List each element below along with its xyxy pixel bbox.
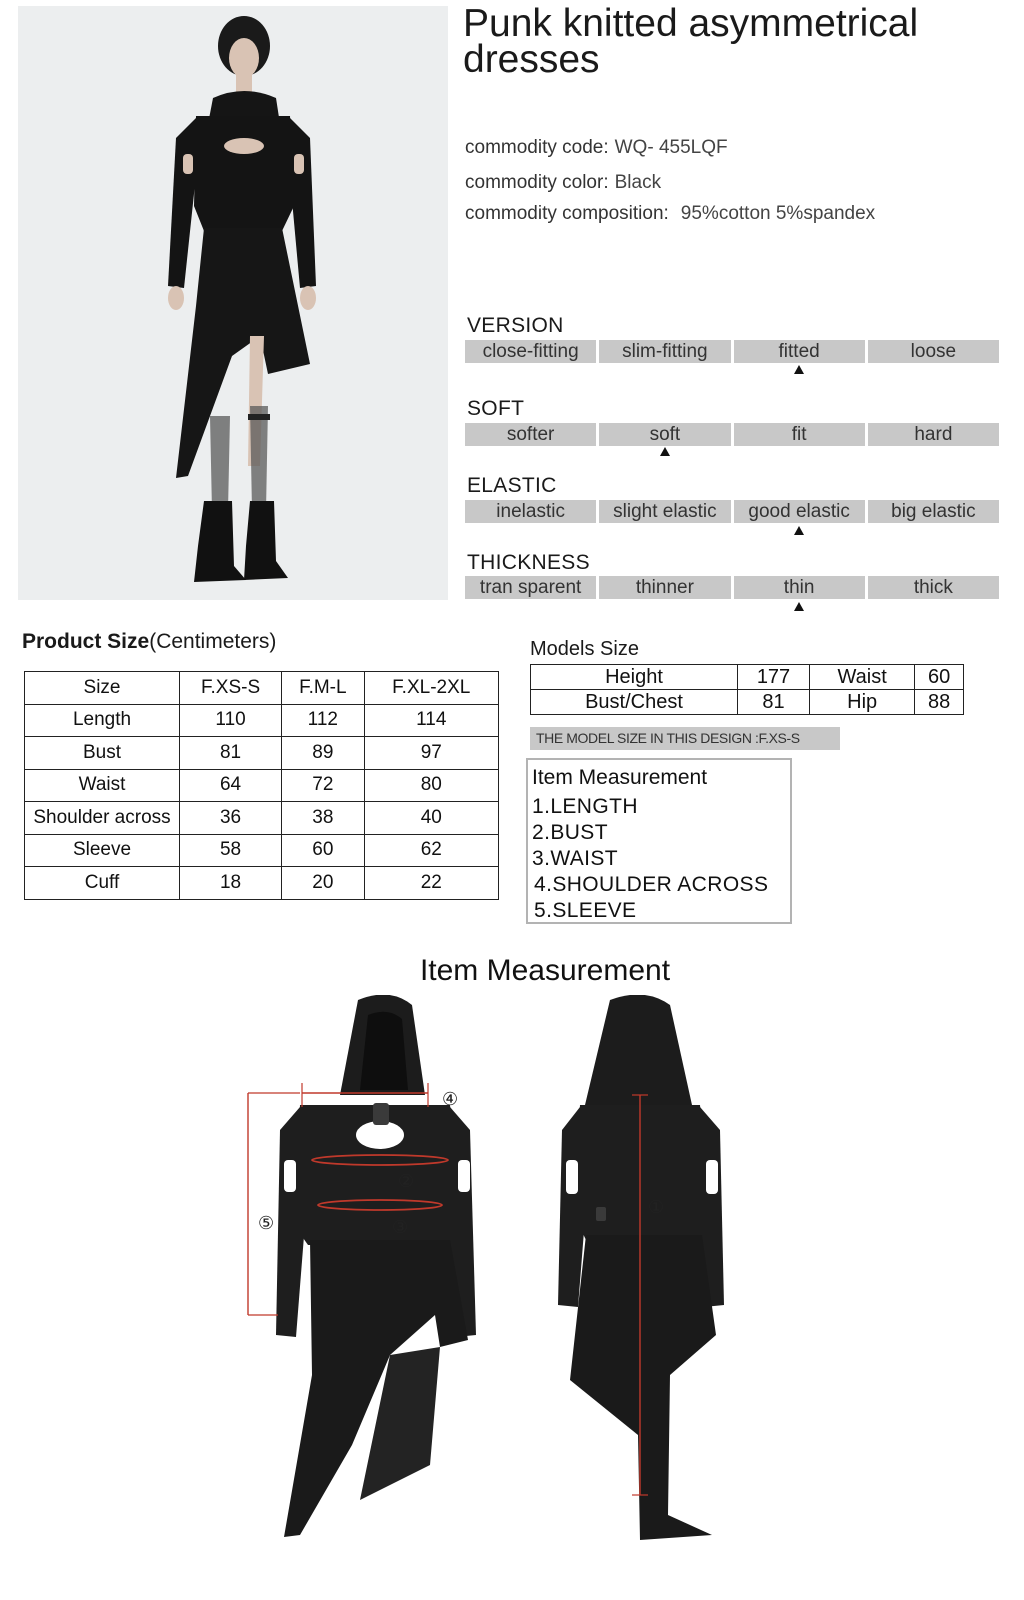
- scale-option: good elastic: [734, 500, 865, 523]
- scale-label-version: VERSION: [467, 314, 564, 337]
- table-cell: 62: [364, 834, 498, 867]
- commodity-color-row: [465, 172, 661, 194]
- table-header-cell: F.XL-2XL: [364, 672, 498, 705]
- table-cell: 80: [364, 769, 498, 802]
- scale-option: soft: [599, 423, 730, 446]
- product-size-unit: (Centimeters): [149, 630, 277, 653]
- marker-length: ①: [648, 1197, 665, 1218]
- table-cell: 177: [738, 665, 810, 690]
- garment-measurement-diagram: [240, 995, 800, 1575]
- table-cell: 22: [364, 867, 498, 900]
- table-header-cell: F.M-L: [282, 672, 364, 705]
- product-title: Punk knitted asymmetrical dresses: [463, 2, 919, 81]
- scale-option: softer: [465, 423, 596, 446]
- scale-bar-version: [465, 340, 999, 363]
- measurement-legend-item: 1.LENGTH: [532, 795, 638, 818]
- scale-option: slim-fitting: [599, 340, 730, 363]
- scale-option: thin: [734, 576, 865, 599]
- measurement-legend-item: 2.BUST: [532, 821, 608, 844]
- product-size-heading: Product Size: [22, 630, 150, 653]
- measurement-legend-item: 3.WAIST: [532, 847, 619, 870]
- commodity-composition-label: commodity composition:: [465, 203, 669, 224]
- scale-option: thick: [868, 576, 999, 599]
- table-row: [531, 690, 964, 715]
- measurement-legend-title: Item Measurement: [532, 766, 708, 789]
- scale-option: fitted: [734, 340, 865, 363]
- commodity-color-label: commodity color:: [465, 172, 609, 193]
- commodity-code-label: commodity code:: [465, 137, 609, 158]
- table-cell: 40: [364, 802, 498, 835]
- table-cell: 81: [180, 737, 282, 770]
- selected-marker-soft: [660, 447, 670, 456]
- commodity-color-value: Black: [614, 172, 662, 193]
- table-cell: Hip: [810, 690, 915, 715]
- table-cell: Length: [25, 704, 180, 737]
- marker-bust: ②: [398, 1171, 415, 1192]
- model-photo: [18, 6, 448, 600]
- table-cell: Height: [531, 665, 738, 690]
- table-cell: Sleeve: [25, 834, 180, 867]
- models-size-table: [530, 664, 964, 715]
- selected-marker-thickness: [794, 602, 804, 611]
- scale-bar-soft: [465, 423, 999, 446]
- table-cell: 20: [282, 867, 364, 900]
- table-cell: 60: [282, 834, 364, 867]
- commodity-code-value: WQ- 455LQF: [614, 137, 728, 158]
- marker-waist: ③: [392, 1217, 409, 1238]
- table-cell: 88: [915, 690, 964, 715]
- scale-bar-elastic: [465, 500, 999, 523]
- table-cell: Waist: [25, 769, 180, 802]
- table-row: [531, 665, 964, 690]
- scale-option: thinner: [599, 576, 730, 599]
- table-header-cell: F.XS-S: [180, 672, 282, 705]
- table-cell: 64: [180, 769, 282, 802]
- table-cell: Bust/Chest: [531, 690, 738, 715]
- table-cell: 114: [364, 704, 498, 737]
- scale-label-soft: SOFT: [467, 397, 525, 420]
- scale-option: hard: [868, 423, 999, 446]
- table-cell: Waist: [810, 665, 915, 690]
- table-cell: 110: [180, 704, 282, 737]
- product-size-table: [24, 671, 499, 900]
- scale-option: slight elastic: [599, 500, 730, 523]
- measurement-legend-box: [526, 758, 792, 924]
- front-garment-illustration: [276, 995, 476, 1537]
- table-header-row: [25, 672, 499, 705]
- table-cell: 38: [282, 802, 364, 835]
- table-cell: Shoulder across: [25, 802, 180, 835]
- product-size-title: [22, 630, 276, 654]
- table-cell: 72: [282, 769, 364, 802]
- selected-marker-elastic: [794, 526, 804, 535]
- commodity-code-row: [465, 137, 728, 159]
- table-row: [25, 704, 499, 737]
- table-cell: 58: [180, 834, 282, 867]
- commodity-composition-row: [465, 203, 875, 225]
- marker-sleeve: ⑤: [258, 1213, 275, 1234]
- scale-label-thickness: THICKNESS: [467, 551, 590, 574]
- scale-option: big elastic: [868, 500, 999, 523]
- table-row: [25, 834, 499, 867]
- model-size-note: THE MODEL SIZE IN THIS DESIGN :F.XS-S: [530, 727, 840, 750]
- marker-shoulder: ④: [442, 1089, 459, 1110]
- scale-option: tran sparent: [465, 576, 596, 599]
- scale-option: fit: [734, 423, 865, 446]
- table-cell: 112: [282, 704, 364, 737]
- table-cell: 60: [915, 665, 964, 690]
- table-cell: 81: [738, 690, 810, 715]
- table-cell: Bust: [25, 737, 180, 770]
- table-cell: 18: [180, 867, 282, 900]
- measurement-legend-item: 4.SHOULDER ACROSS: [534, 873, 769, 896]
- scale-option: close-fitting: [465, 340, 596, 363]
- back-garment-illustration: [558, 995, 724, 1540]
- item-measurement-heading: Item Measurement: [419, 954, 671, 987]
- table-cell: 36: [180, 802, 282, 835]
- table-cell: 97: [364, 737, 498, 770]
- table-row: [25, 737, 499, 770]
- measurement-legend-item: 5.SLEEVE: [534, 899, 637, 922]
- scale-option: inelastic: [465, 500, 596, 523]
- table-cell: Cuff: [25, 867, 180, 900]
- table-row: [25, 769, 499, 802]
- selected-marker-version: [794, 365, 804, 374]
- commodity-composition-value: 95%cotton 5%spandex: [680, 203, 876, 224]
- models-size-title: Models Size: [530, 638, 639, 660]
- scale-bar-thickness: [465, 576, 999, 599]
- table-row: [25, 867, 499, 900]
- scale-option: loose: [868, 340, 999, 363]
- scale-label-elastic: ELASTIC: [467, 474, 557, 497]
- table-row: [25, 802, 499, 835]
- table-cell: 89: [282, 737, 364, 770]
- table-header-cell: Size: [25, 672, 180, 705]
